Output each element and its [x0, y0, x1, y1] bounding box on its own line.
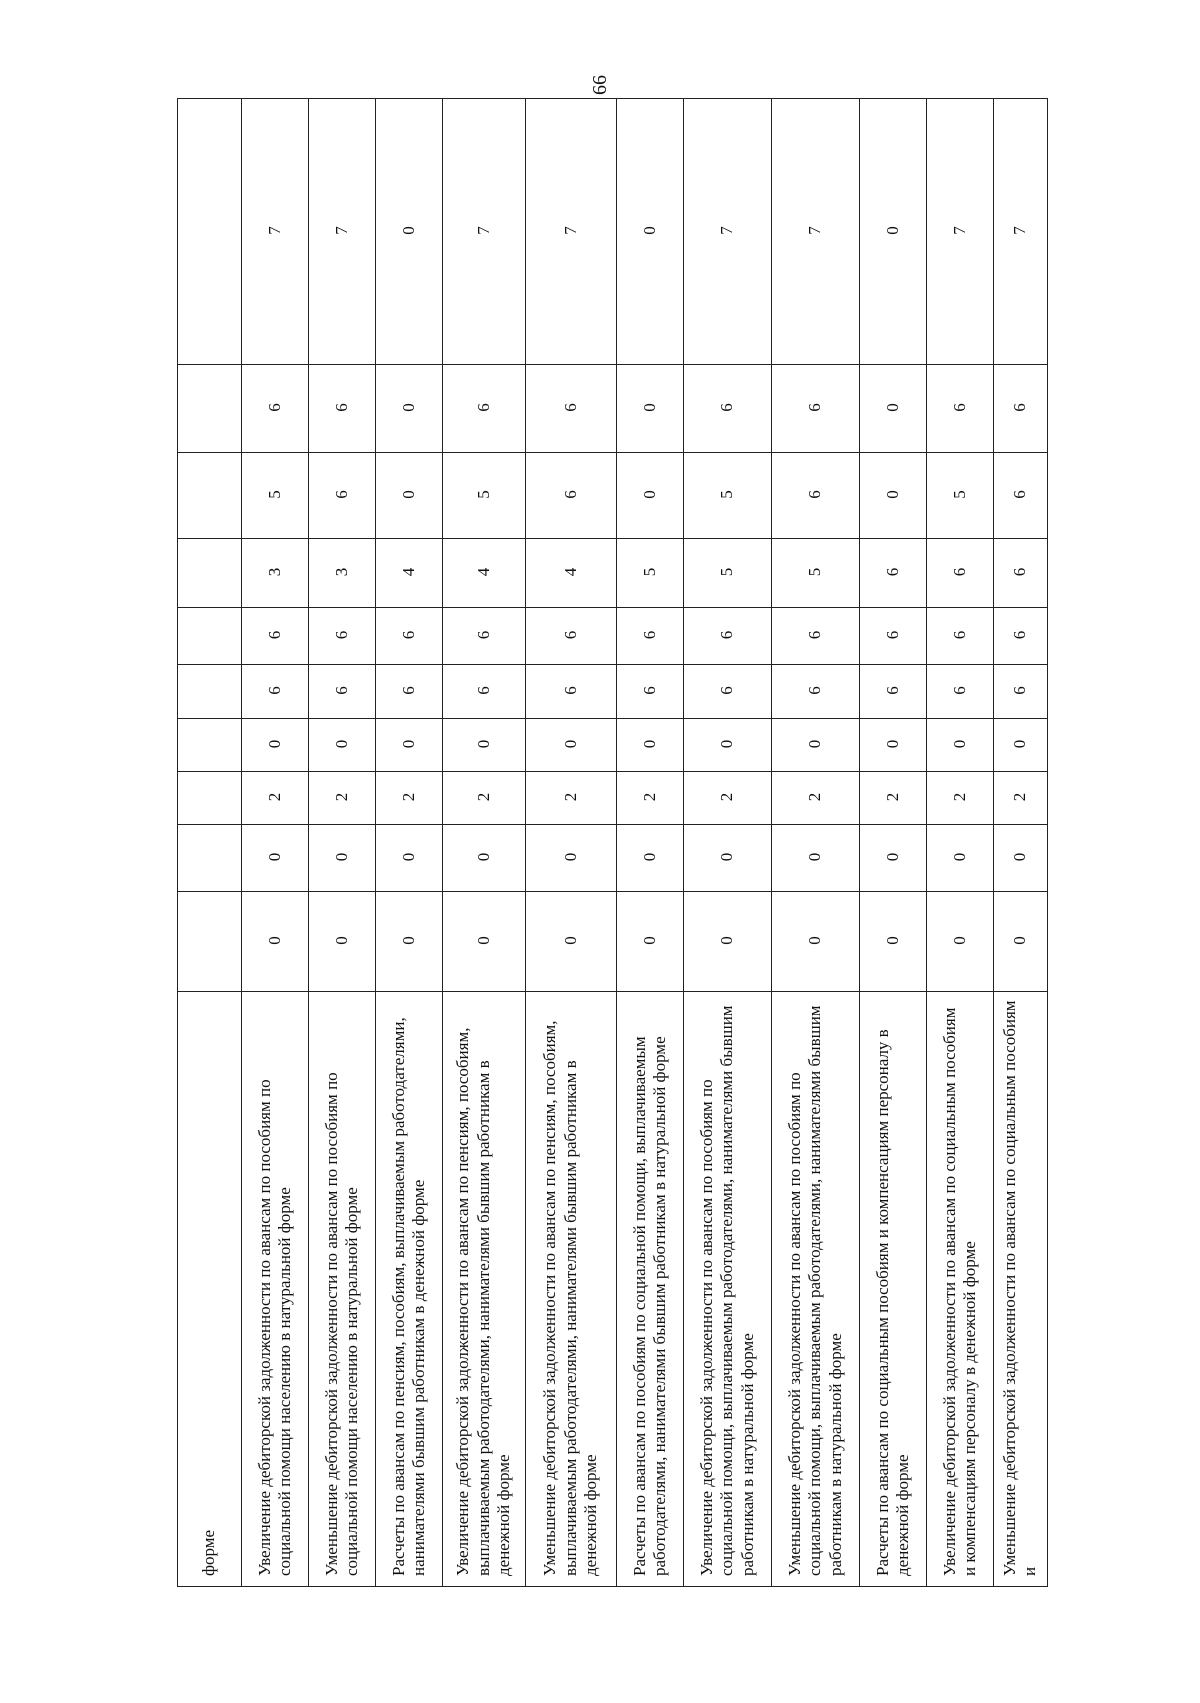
cell-value: 5	[443, 453, 526, 539]
cell-value: 0	[309, 719, 376, 772]
row-description: Расчеты по авансам по социальным пособиям и компенсациям персоналу в денежной форме	[860, 992, 927, 1587]
cell-value: 0	[927, 719, 994, 772]
cell-value: 0	[526, 892, 617, 992]
cell-value: 6	[309, 453, 376, 539]
cell-value: 6	[684, 365, 772, 453]
cell-value: 0	[443, 892, 526, 992]
cell-value: 0	[772, 719, 860, 772]
cell-value	[178, 825, 242, 892]
cell-value: 2	[242, 772, 309, 825]
cell-value: 0	[994, 892, 1048, 992]
cell-value	[178, 539, 242, 608]
cell-value	[178, 99, 242, 365]
cell-value: 5	[772, 539, 860, 608]
cell-value: 0	[526, 719, 617, 772]
cell-value: 0	[376, 825, 443, 892]
cell-value: 7	[526, 99, 617, 365]
cell-value: 0	[376, 365, 443, 453]
cell-value: 0	[617, 99, 684, 365]
cell-value: 0	[684, 719, 772, 772]
data-table	[177, 98, 1048, 1587]
cell-value: 7	[772, 99, 860, 365]
cell-value: 0	[242, 719, 309, 772]
cell-value: 6	[526, 665, 617, 719]
cell-value: 0	[443, 719, 526, 772]
cell-value: 6	[927, 608, 994, 665]
cell-value: 0	[309, 892, 376, 992]
cell-value: 6	[860, 608, 927, 665]
cell-value	[178, 665, 242, 719]
cell-value: 0	[860, 825, 927, 892]
cell-value: 6	[994, 453, 1048, 539]
cell-value: 5	[617, 539, 684, 608]
cell-value: 0	[242, 892, 309, 992]
row-description: Увеличение дебиторской задолженности по авансам по пособиям по социальной помощи населению в натуральной форме	[242, 992, 309, 1587]
cell-value: 3	[242, 539, 309, 608]
cell-value: 0	[617, 719, 684, 772]
rotated-page-content	[177, 99, 1112, 1587]
row-description: Уменьшение дебиторской задолженности по авансам по пособиям по социальной помощи населению в натуральной форме	[309, 992, 376, 1587]
table-row	[927, 99, 994, 1587]
cell-value: 0	[617, 892, 684, 992]
cell-value: 0	[242, 825, 309, 892]
cell-value: 0	[772, 892, 860, 992]
cell-value: 6	[309, 365, 376, 453]
cell-value	[178, 608, 242, 665]
table-body	[178, 99, 1048, 1587]
cell-value: 0	[309, 825, 376, 892]
cell-value: 7	[927, 99, 994, 365]
cell-value: 6	[443, 365, 526, 453]
cell-value: 6	[927, 539, 994, 608]
row-description: Уменьшение дебиторской задолженности по авансам по социальным пособиям и	[994, 992, 1048, 1587]
cell-value: 0	[772, 825, 860, 892]
cell-value: 0	[376, 453, 443, 539]
cell-value: 6	[860, 665, 927, 719]
cell-value: 2	[860, 772, 927, 825]
cell-value: 6	[772, 365, 860, 453]
cell-value	[178, 772, 242, 825]
row-description: Расчеты по авансам по пенсиям, пособиям, выплачиваемым работодателями, нанимателями бывшим работникам в денежной форме	[376, 992, 443, 1587]
cell-value: 5	[684, 453, 772, 539]
cell-value: 6	[994, 608, 1048, 665]
cell-value: 6	[617, 665, 684, 719]
table-row	[684, 99, 772, 1587]
cell-value: 0	[927, 825, 994, 892]
row-description: форме	[178, 992, 242, 1587]
cell-value: 7	[242, 99, 309, 365]
row-description: Увеличение дебиторской задолженности по авансам по пособиям по социальной помощи, выплачиваемым работодателями, нанимателями бывшим работникам в натуральной форме	[684, 992, 772, 1587]
cell-value: 7	[309, 99, 376, 365]
cell-value: 6	[927, 665, 994, 719]
cell-value: 0	[684, 892, 772, 992]
table-row	[309, 99, 376, 1587]
cell-value	[178, 719, 242, 772]
cell-value: 6	[772, 453, 860, 539]
cell-value: 2	[927, 772, 994, 825]
cell-value: 0	[526, 825, 617, 892]
row-description: Увеличение дебиторской задолженности по авансам по социальным пособиям и компенсациям персоналу в денежной форме	[927, 992, 994, 1587]
table-row	[617, 99, 684, 1587]
cell-value: 2	[617, 772, 684, 825]
cell-value: 0	[860, 453, 927, 539]
cell-value: 7	[994, 99, 1048, 365]
cell-value: 6	[994, 539, 1048, 608]
cell-value: 0	[617, 825, 684, 892]
cell-value: 0	[443, 825, 526, 892]
cell-value: 6	[617, 608, 684, 665]
cell-value: 6	[526, 453, 617, 539]
cell-value: 5	[242, 453, 309, 539]
cell-value: 0	[860, 892, 927, 992]
table-row	[772, 99, 860, 1587]
row-description: Увеличение дебиторской задолженности по авансам по пенсиям, пособиям, выплачиваемым работодателями, нанимателями бывшим работникам в денежной форме	[443, 992, 526, 1587]
table-row	[242, 99, 309, 1587]
cell-value: 6	[526, 365, 617, 453]
cell-value: 6	[242, 365, 309, 453]
cell-value: 2	[684, 772, 772, 825]
cell-value	[178, 365, 242, 453]
cell-value: 6	[376, 608, 443, 665]
cell-value: 3	[309, 539, 376, 608]
cell-value: 2	[526, 772, 617, 825]
cell-value: 4	[376, 539, 443, 608]
cell-value: 2	[376, 772, 443, 825]
cell-value: 0	[617, 453, 684, 539]
page-number: 66	[589, 75, 611, 95]
cell-value: 0	[994, 719, 1048, 772]
table-row	[860, 99, 927, 1587]
table-row	[376, 99, 443, 1587]
cell-value: 2	[309, 772, 376, 825]
table-row	[994, 99, 1048, 1587]
table-row	[443, 99, 526, 1587]
table-row	[178, 99, 242, 1587]
cell-value: 6	[443, 665, 526, 719]
cell-value: 0	[860, 99, 927, 365]
cell-value: 0	[376, 719, 443, 772]
cell-value: 6	[526, 608, 617, 665]
cell-value: 6	[309, 665, 376, 719]
cell-value: 0	[684, 825, 772, 892]
cell-value: 0	[927, 892, 994, 992]
cell-value: 6	[994, 665, 1048, 719]
cell-value: 5	[927, 453, 994, 539]
row-description: Уменьшение дебиторской задолженности по авансам по пособиям по социальной помощи, выплачиваемым работодателями, нанимателями бывшим работникам в натуральной форме	[772, 992, 860, 1587]
cell-value: 6	[684, 608, 772, 665]
cell-value: 6	[860, 539, 927, 608]
cell-value: 5	[684, 539, 772, 608]
cell-value	[178, 892, 242, 992]
cell-value: 2	[994, 772, 1048, 825]
row-description: Расчеты по авансам по пособиям по социальной помощи, выплачиваемым работодателями, нанимателями бывшим работникам в натуральной форме	[617, 992, 684, 1587]
cell-value: 6	[927, 365, 994, 453]
row-description: Уменьшение дебиторской задолженности по авансам по пенсиям, пособиям, выплачиваемым работодателями, нанимателями бывшим работникам в денежной форме	[526, 992, 617, 1587]
cell-value: 2	[772, 772, 860, 825]
cell-value: 0	[860, 719, 927, 772]
cell-value: 0	[617, 365, 684, 453]
cell-value: 7	[684, 99, 772, 365]
cell-value: 4	[526, 539, 617, 608]
cell-value: 7	[443, 99, 526, 365]
table-row	[526, 99, 617, 1587]
cell-value: 6	[376, 665, 443, 719]
cell-value: 6	[772, 608, 860, 665]
cell-value: 0	[860, 365, 927, 453]
cell-value	[178, 453, 242, 539]
cell-value: 6	[684, 665, 772, 719]
cell-value: 0	[376, 892, 443, 992]
cell-value: 6	[309, 608, 376, 665]
cell-value: 0	[376, 99, 443, 365]
cell-value: 6	[994, 365, 1048, 453]
cell-value: 0	[994, 825, 1048, 892]
cell-value: 6	[242, 665, 309, 719]
cell-value: 2	[443, 772, 526, 825]
cell-value: 6	[443, 608, 526, 665]
cell-value: 6	[772, 665, 860, 719]
cell-value: 6	[242, 608, 309, 665]
cell-value: 4	[443, 539, 526, 608]
